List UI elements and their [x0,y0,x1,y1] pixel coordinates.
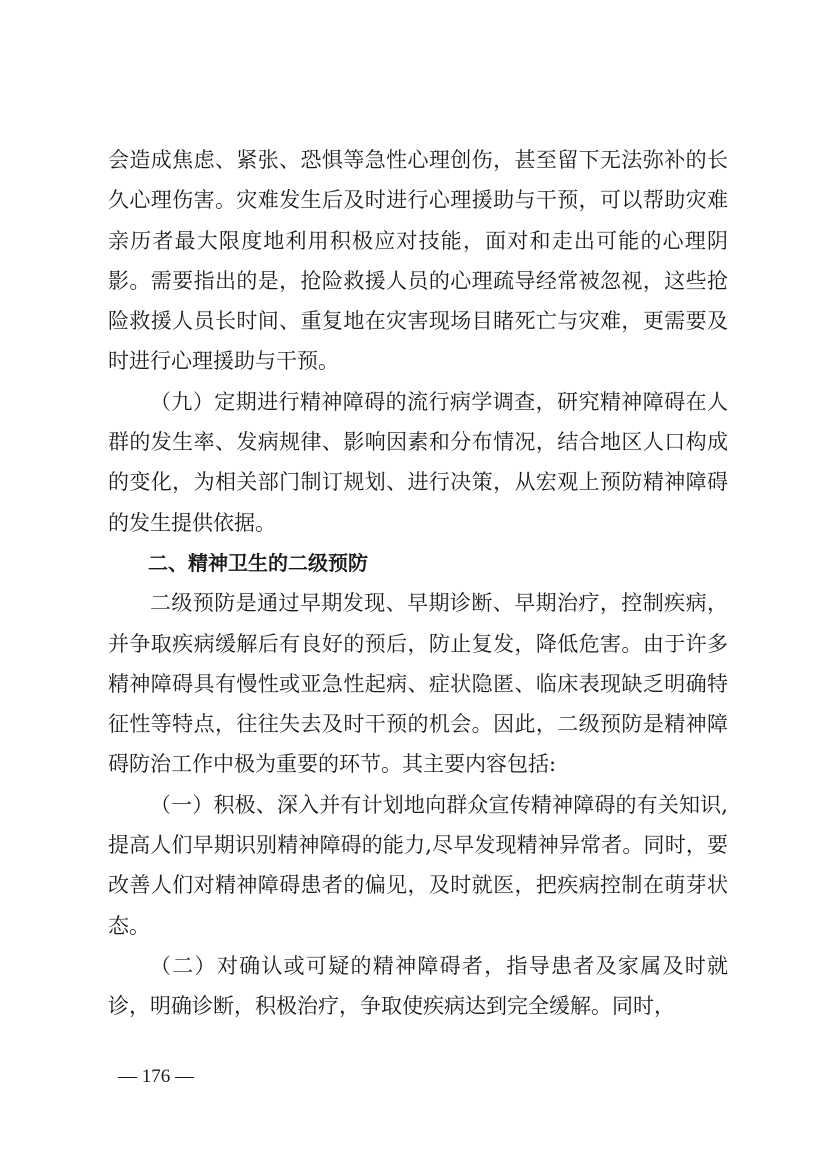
paragraph-continuation: 会造成焦虑、紧张、恐惧等急性心理创伤，甚至留下无法弥补的长久心理伤害。灾难发生后及时进行心理援助与干预，可以帮助灾难亲历者最大限度地利用积极应对技能，面对和走出可能的心理阴影。需要指出的是，抢险救援人员的心理疏导经常被忽视，这些抢险救援人员长时间、重复地在灾害现场目睹死亡与灾难，更需要及时进行心理援助与干预。 [108,148,728,374]
paragraph-item-nine: （九）定期进行精神障碍的流行病学调查，研究精神障碍在人群的发生率、发病规律、影响因素和分布情况，结合地区人口构成的变化，为相关部门制订规划、进行决策，从宏观上预防精神障碍的发生提供依据。 [108,389,728,535]
paragraph-item-two: （二）对确认或可疑的精神障碍者，指导患者及家属及时就诊，明确诊断，积极治疗，争取使疾病达到完全缓解。同时， [108,953,728,1019]
page-body [108,140,728,1027]
paragraph-secondary-prevention-intro: 二级预防是通过早期发现、早期诊断、早期治疗，控制疾病，并争取疾病缓解后有良好的预后，防止复发，降低危害。由于许多精神障碍具有慢性或亚急性起病、症状隐匿、临床表现缺乏明确特征性等特点，往往失去及时干预的机会。因此，二级预防是精神障碍防治工作中极为重要的环节。其主要内容包括: [108,591,728,777]
page-number: — 176 — [118,1066,194,1087]
paragraph-item-one: （一）积极、深入并有计划地向群众宣传精神障碍的有关知识,提高人们早期识别精神障碍的能力,尽早发现精神异常者。同时，要改善人们对精神障碍患者的偏见，及时就医，把疾病控制在萌芽状态。 [108,792,728,938]
section-heading: 二、精神卫生的二级预防 [148,550,368,575]
